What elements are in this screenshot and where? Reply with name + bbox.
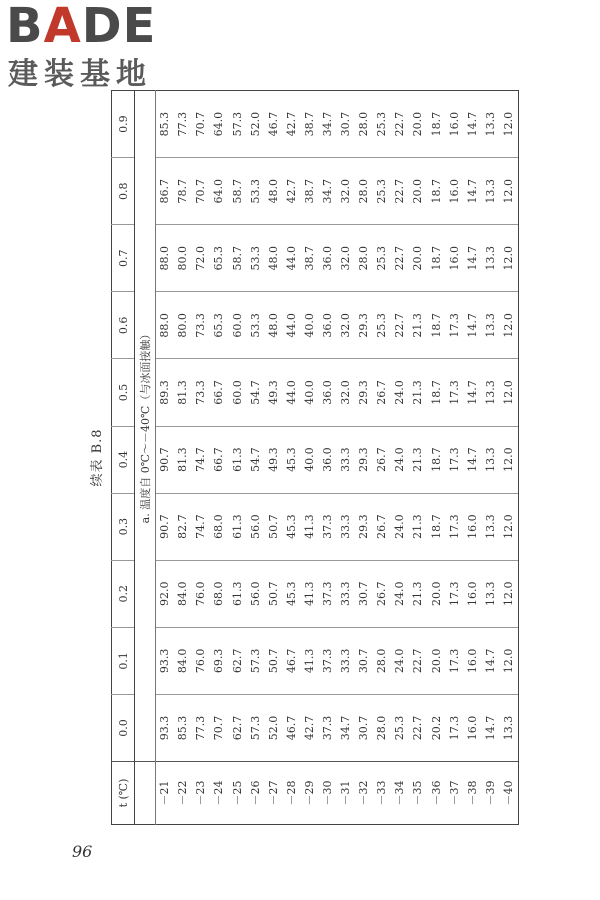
value-cell: 93.3 <box>156 694 175 761</box>
value-cell: 12.0 <box>500 91 519 158</box>
row-temperature-cell: －25 <box>228 762 246 825</box>
value-cell: 54.7 <box>247 359 265 426</box>
value-cell: 22.7 <box>409 627 427 694</box>
value-cell: 13.3 <box>482 426 500 493</box>
value-cell: 66.7 <box>210 426 228 493</box>
logo-chinese-text: 建装基地 <box>8 57 152 92</box>
value-cell: 22.7 <box>391 225 409 292</box>
table-row <box>192 91 210 825</box>
header-cell-value: 0.7 <box>112 225 135 292</box>
value-cell: 42.7 <box>283 158 301 225</box>
row-temperature-cell: －24 <box>210 762 228 825</box>
header-cell-value: 0.5 <box>112 359 135 426</box>
value-cell: 36.0 <box>319 359 337 426</box>
value-cell: 90.7 <box>156 426 175 493</box>
table-row <box>319 91 337 825</box>
value-cell: 66.7 <box>210 359 228 426</box>
value-cell: 29.3 <box>355 292 373 359</box>
value-cell: 82.7 <box>174 493 192 560</box>
value-cell: 32.0 <box>337 158 355 225</box>
header-cell-t: t (℃) <box>112 762 135 825</box>
value-cell: 60.0 <box>228 292 246 359</box>
value-cell: 44.0 <box>283 359 301 426</box>
header-cell-value: 0.4 <box>112 426 135 493</box>
value-cell: 85.3 <box>158 111 172 137</box>
table-row <box>409 91 427 825</box>
value-cell: 28.0 <box>355 158 373 225</box>
value-cell: 64.0 <box>212 111 226 137</box>
value-cell: 84.0 <box>174 560 192 627</box>
value-cell: 26.7 <box>373 560 391 627</box>
value-cell: 21.3 <box>409 493 427 560</box>
value-cell: 24.0 <box>391 359 409 426</box>
value-cell: 38.7 <box>301 225 319 292</box>
value-cell: 18.7 <box>428 292 446 359</box>
value-cell: 20.0 <box>428 627 446 694</box>
value-cell: 12.0 <box>500 493 519 560</box>
value-cell: 46.7 <box>266 111 280 137</box>
value-cell: 88.0 <box>156 292 175 359</box>
value-cell: 34.7 <box>319 158 337 225</box>
value-cell: 68.0 <box>210 493 228 560</box>
value-cell: 25.3 <box>373 292 391 359</box>
header-cell-value: 0.9 <box>112 91 135 158</box>
header-cell-value: 0.6 <box>112 292 135 359</box>
table-row <box>500 91 519 825</box>
value-cell: 26.7 <box>373 426 391 493</box>
value-cell: 18.7 <box>428 225 446 292</box>
table-row <box>301 91 319 825</box>
table-row <box>283 91 301 825</box>
table-row <box>464 91 482 825</box>
header-cell-value: 0.1 <box>112 627 135 694</box>
value-cell: 14.7 <box>465 111 479 137</box>
value-cell: 18.7 <box>428 426 446 493</box>
header-cell-value: 0.8 <box>112 158 135 225</box>
value-cell: 13.3 <box>482 493 500 560</box>
value-cell: 29.3 <box>355 493 373 560</box>
value-cell: 14.7 <box>464 225 482 292</box>
logo-letter-b: B <box>6 0 44 54</box>
logo-letter-a: A <box>43 0 82 54</box>
value-cell: 49.3 <box>265 426 283 493</box>
value-cell: 36.0 <box>319 225 337 292</box>
value-cell: 26.7 <box>373 493 391 560</box>
value-cell: 22.7 <box>391 158 409 225</box>
value-cell: 93.3 <box>156 627 175 694</box>
row-temperature-cell: －39 <box>482 762 500 825</box>
value-cell: 18.7 <box>429 111 443 137</box>
value-cell: 48.0 <box>265 225 283 292</box>
value-cell: 60.0 <box>228 359 246 426</box>
value-cell: 41.3 <box>301 493 319 560</box>
subtitle-spacer-cell <box>135 762 156 825</box>
table-row <box>391 91 409 825</box>
value-cell: 44.0 <box>283 225 301 292</box>
value-cell: 65.3 <box>210 292 228 359</box>
value-cell: 26.7 <box>373 359 391 426</box>
value-cell: 85.3 <box>174 694 192 761</box>
row-temperature-cell: －32 <box>355 762 373 825</box>
value-cell: 72.0 <box>192 225 210 292</box>
table-header-row <box>112 91 135 825</box>
value-cell: 62.7 <box>228 694 246 761</box>
rotated-table-frame <box>85 90 525 825</box>
value-cell: 20.0 <box>409 225 427 292</box>
value-cell: 37.3 <box>319 560 337 627</box>
value-cell: 14.7 <box>464 426 482 493</box>
table-row <box>428 91 446 825</box>
header-cell-value: 0.3 <box>112 493 135 560</box>
value-cell: 12.0 <box>500 158 519 225</box>
row-temperature-cell: －35 <box>409 762 427 825</box>
value-cell: 33.3 <box>337 627 355 694</box>
value-cell: 14.7 <box>482 694 500 761</box>
table-row <box>247 91 265 825</box>
value-cell: 78.7 <box>174 158 192 225</box>
value-cell: 53.3 <box>247 292 265 359</box>
value-cell: 54.7 <box>247 426 265 493</box>
value-cell: 77.3 <box>176 111 190 137</box>
value-cell: 50.7 <box>265 493 283 560</box>
table-subtitle-row <box>135 91 156 825</box>
value-cell: 24.0 <box>391 627 409 694</box>
header-cell-value: 0.2 <box>112 560 135 627</box>
value-cell: 61.3 <box>228 426 246 493</box>
value-cell: 42.7 <box>284 111 298 137</box>
value-cell: 20.0 <box>409 158 427 225</box>
row-temperature-cell: －29 <box>301 762 319 825</box>
value-cell: 28.0 <box>373 627 391 694</box>
value-cell: 20.0 <box>411 111 425 137</box>
table-row <box>174 91 192 825</box>
value-cell: 16.0 <box>446 158 464 225</box>
value-cell: 28.0 <box>373 694 391 761</box>
value-cell: 28.0 <box>357 111 371 137</box>
value-cell: 74.7 <box>192 426 210 493</box>
value-cell: 38.7 <box>302 111 316 137</box>
logo-wordmark <box>6 0 156 52</box>
value-cell: 30.7 <box>355 560 373 627</box>
header-cell-value: 0.0 <box>112 694 135 761</box>
value-cell: 16.0 <box>464 694 482 761</box>
value-cell: 70.7 <box>194 111 208 137</box>
value-cell: 16.0 <box>464 627 482 694</box>
value-cell: 25.3 <box>373 158 391 225</box>
value-cell: 40.0 <box>301 426 319 493</box>
value-cell: 21.3 <box>409 560 427 627</box>
value-cell: 24.0 <box>391 493 409 560</box>
value-cell: 68.0 <box>210 560 228 627</box>
value-cell: 30.7 <box>355 694 373 761</box>
value-cell: 25.3 <box>375 111 389 137</box>
value-cell: 13.3 <box>500 694 519 761</box>
logo-letters-de: DE <box>81 0 157 54</box>
value-cell: 62.7 <box>228 627 246 694</box>
value-cell: 12.0 <box>500 627 519 694</box>
table-row <box>210 91 228 825</box>
value-cell: 73.3 <box>192 359 210 426</box>
value-cell: 30.7 <box>355 627 373 694</box>
value-cell: 42.7 <box>301 694 319 761</box>
row-temperature-cell: －30 <box>319 762 337 825</box>
value-cell: 89.3 <box>156 359 175 426</box>
row-temperature-cell: －38 <box>464 762 482 825</box>
value-cell: 40.0 <box>301 359 319 426</box>
value-cell: 17.3 <box>446 694 464 761</box>
value-cell: 57.3 <box>230 111 244 137</box>
value-cell: 69.3 <box>210 627 228 694</box>
value-cell: 25.3 <box>373 225 391 292</box>
value-cell: 70.7 <box>192 158 210 225</box>
value-cell: 20.2 <box>428 694 446 761</box>
value-cell: 33.3 <box>337 493 355 560</box>
value-cell: 92.0 <box>156 560 175 627</box>
value-cell: 18.7 <box>428 493 446 560</box>
value-cell: 17.3 <box>446 426 464 493</box>
table-row <box>228 91 246 825</box>
value-cell: 37.3 <box>319 694 337 761</box>
value-cell: 80.0 <box>174 292 192 359</box>
row-temperature-cell: －37 <box>446 762 464 825</box>
row-temperature-cell: －33 <box>373 762 391 825</box>
value-cell: 24.0 <box>391 426 409 493</box>
value-cell: 16.0 <box>464 560 482 627</box>
value-cell: 16.0 <box>447 111 461 137</box>
table-row <box>373 91 391 825</box>
row-temperature-cell: －28 <box>283 762 301 825</box>
value-cell: 21.3 <box>409 292 427 359</box>
value-cell: 37.3 <box>319 627 337 694</box>
value-cell: 53.3 <box>247 225 265 292</box>
value-cell: 14.7 <box>464 292 482 359</box>
value-cell: 61.3 <box>228 493 246 560</box>
value-cell: 14.7 <box>482 627 500 694</box>
value-cell: 25.3 <box>391 694 409 761</box>
row-temperature-cell: －23 <box>192 762 210 825</box>
value-cell: 37.3 <box>319 493 337 560</box>
brand-logo <box>6 0 176 96</box>
value-cell: 45.3 <box>283 560 301 627</box>
value-cell: 81.3 <box>174 359 192 426</box>
value-cell: 46.7 <box>283 627 301 694</box>
value-cell: 77.3 <box>192 694 210 761</box>
value-cell: 52.0 <box>265 694 283 761</box>
value-cell: 58.7 <box>228 225 246 292</box>
value-cell: 13.3 <box>482 292 500 359</box>
value-cell: 12.0 <box>500 560 519 627</box>
value-cell: 12.0 <box>500 292 519 359</box>
value-cell: 17.3 <box>446 292 464 359</box>
value-cell: 17.3 <box>446 560 464 627</box>
value-cell: 48.0 <box>265 158 283 225</box>
value-cell: 76.0 <box>192 627 210 694</box>
value-cell: 38.7 <box>301 158 319 225</box>
value-cell: 73.3 <box>192 292 210 359</box>
value-cell: 17.3 <box>446 359 464 426</box>
value-cell: 22.7 <box>409 694 427 761</box>
value-cell: 24.0 <box>391 560 409 627</box>
value-cell: 12.0 <box>500 426 519 493</box>
value-cell: 56.0 <box>247 493 265 560</box>
value-cell: 32.0 <box>337 359 355 426</box>
value-cell: 61.3 <box>228 560 246 627</box>
value-cell: 65.3 <box>210 225 228 292</box>
value-cell: 34.7 <box>337 694 355 761</box>
value-cell: 57.3 <box>247 694 265 761</box>
value-cell: 29.3 <box>355 426 373 493</box>
value-cell: 88.0 <box>156 225 175 292</box>
value-cell: 14.7 <box>464 158 482 225</box>
value-cell: 22.7 <box>391 292 409 359</box>
value-cell: 46.7 <box>283 694 301 761</box>
table-row <box>446 91 464 825</box>
value-cell: 58.7 <box>228 158 246 225</box>
row-temperature-cell: －40 <box>500 762 519 825</box>
value-cell: 36.0 <box>319 292 337 359</box>
value-cell: 52.0 <box>248 111 262 137</box>
value-cell: 16.0 <box>446 225 464 292</box>
value-cell: 33.3 <box>337 426 355 493</box>
value-cell: 21.3 <box>409 426 427 493</box>
value-cell: 80.0 <box>174 225 192 292</box>
value-cell: 45.3 <box>283 426 301 493</box>
value-cell: 44.0 <box>283 292 301 359</box>
value-cell: 21.3 <box>409 359 427 426</box>
humidity-table <box>111 90 519 825</box>
table-row <box>265 91 283 825</box>
value-cell: 84.0 <box>174 627 192 694</box>
table-body <box>135 91 519 825</box>
value-cell: 18.7 <box>428 359 446 426</box>
value-cell: 41.3 <box>301 627 319 694</box>
value-cell: 64.0 <box>210 158 228 225</box>
table-subtitle: a. 温度自 0℃～－40℃（与冰面接触） <box>135 91 156 762</box>
value-cell: 50.7 <box>265 627 283 694</box>
table-row <box>156 91 175 825</box>
value-cell: 49.3 <box>265 359 283 426</box>
value-cell: 41.3 <box>301 560 319 627</box>
value-cell: 13.3 <box>482 560 500 627</box>
value-cell: 32.0 <box>337 225 355 292</box>
value-cell: 32.0 <box>337 292 355 359</box>
value-cell: 18.7 <box>428 158 446 225</box>
value-cell: 81.3 <box>174 426 192 493</box>
row-temperature-cell: －21 <box>156 762 175 825</box>
value-cell: 22.7 <box>393 111 407 137</box>
table-row <box>337 91 355 825</box>
row-temperature-cell: －27 <box>265 762 283 825</box>
table-row <box>355 91 373 825</box>
value-cell: 57.3 <box>247 627 265 694</box>
value-cell: 74.7 <box>192 493 210 560</box>
value-cell: 12.0 <box>500 225 519 292</box>
row-temperature-cell: －31 <box>337 762 355 825</box>
value-cell: 48.0 <box>265 292 283 359</box>
value-cell: 16.0 <box>464 493 482 560</box>
value-cell: 28.0 <box>355 225 373 292</box>
table-row <box>482 91 500 825</box>
value-cell: 30.7 <box>339 111 353 137</box>
value-cell: 40.0 <box>301 292 319 359</box>
value-cell: 45.3 <box>283 493 301 560</box>
value-cell: 13.3 <box>482 158 500 225</box>
value-cell: 56.0 <box>247 560 265 627</box>
row-temperature-cell: －26 <box>247 762 265 825</box>
value-cell: 14.7 <box>464 359 482 426</box>
value-cell: 53.3 <box>247 158 265 225</box>
value-cell: 33.3 <box>337 560 355 627</box>
row-temperature-cell: －34 <box>391 762 409 825</box>
value-cell: 13.3 <box>483 111 497 137</box>
value-cell: 86.7 <box>156 158 175 225</box>
value-cell: 76.0 <box>192 560 210 627</box>
row-temperature-cell: －22 <box>174 762 192 825</box>
value-cell: 20.0 <box>428 560 446 627</box>
value-cell: 34.7 <box>321 111 334 137</box>
page-number: 96 <box>72 842 93 861</box>
value-cell: 70.7 <box>210 694 228 761</box>
value-cell: 90.7 <box>156 493 175 560</box>
value-cell: 13.3 <box>482 359 500 426</box>
value-cell: 13.3 <box>482 225 500 292</box>
value-cell: 17.3 <box>446 627 464 694</box>
value-cell: 50.7 <box>265 560 283 627</box>
value-cell: 12.0 <box>500 359 519 426</box>
table-title: 续表 B.8 <box>90 428 105 487</box>
value-cell: 17.3 <box>446 493 464 560</box>
value-cell: 29.3 <box>355 359 373 426</box>
row-temperature-cell: －36 <box>428 762 446 825</box>
value-cell: 36.0 <box>319 426 337 493</box>
